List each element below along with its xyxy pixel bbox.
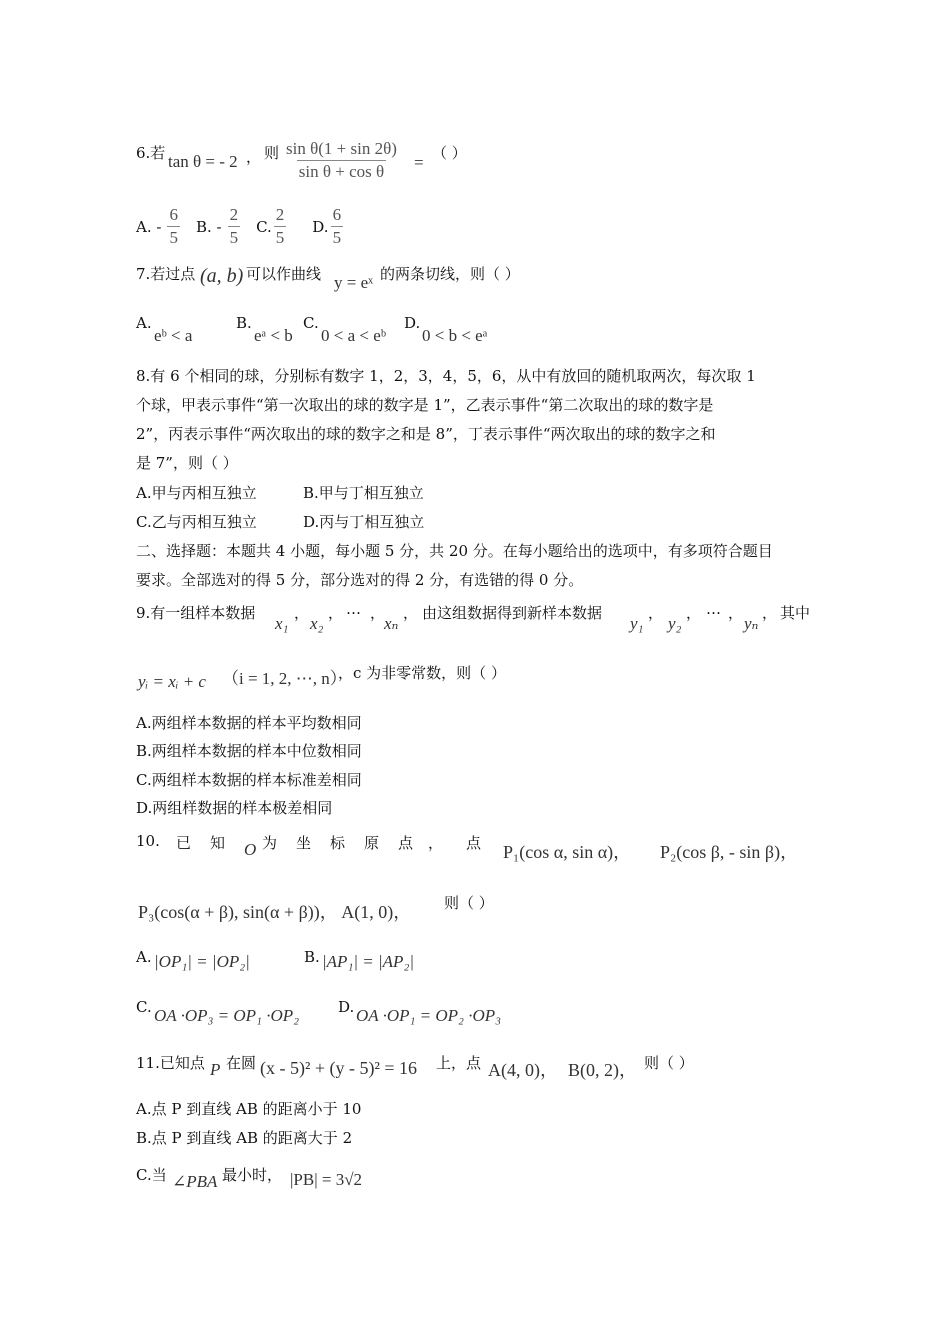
q9-comma: ， [728, 604, 744, 622]
q11-then: 则（ ） [644, 1054, 694, 1072]
q8-line-4: 是 7”，则（ ） [136, 454, 238, 472]
q11-point-a: A(4, 0)， [488, 1060, 558, 1080]
q9-x1: x₁ [275, 614, 289, 633]
q10-option-b[interactable]: B. [304, 948, 320, 966]
q8-option-c[interactable]: C.乙与丙相互独立 [136, 513, 257, 531]
q9-comma: ， [403, 604, 419, 622]
q9-formula: yᵢ = xᵢ + c [138, 672, 206, 691]
q7-option-b-expr: eᵃ < b [254, 326, 293, 345]
q10-option-d[interactable]: D. [338, 998, 355, 1016]
q10-word: 点 [466, 834, 482, 852]
q8-option-d[interactable]: D.丙与丁相互独立 [303, 513, 425, 531]
q7-option-d-expr: 0 < b < eᵃ [422, 326, 488, 345]
q10-option-c[interactable]: C. [136, 998, 152, 1016]
q6-option-b[interactable]: B. - $\frac{2}{5}$ [195, 205, 239, 247]
section-2-line-2: 要求。全部选对的得 5 分，部分选对的得 2 分，有选错的得 0 分。 [136, 571, 584, 589]
q7-option-c[interactable]: C. [303, 314, 319, 332]
q6-fraction [284, 138, 399, 183]
q10-option-b-expr: |AP₁| = |AP₂| [322, 952, 415, 971]
q7-label: 7.若过点 [136, 265, 196, 283]
q6-numerator: sin θ(1 + sin 2θ) [286, 139, 397, 158]
q10-word: 标 [330, 834, 346, 852]
q9-comma: ， [648, 604, 664, 622]
q6-option-a[interactable]: A. - $\frac{6}{5}$ [136, 205, 178, 247]
q9-x2: x₂ [310, 614, 324, 633]
q11-option-a[interactable]: A.点 P 到直线 AB 的距离小于 10 [136, 1100, 362, 1118]
q10-option-a[interactable]: A. [136, 948, 152, 966]
q6-condition: tan θ = - 2 [168, 152, 238, 171]
q6-option-d[interactable]: D. $\frac{6}{5}$ [312, 205, 342, 247]
q9-x-ellipsis: … [346, 600, 361, 618]
section-2-line-1: 二、选择题：本题共 4 小题，每小题 5 分，共 20 分。在每小题给出的选项中，有多项符合题目 [136, 542, 773, 560]
q11-circle: (x - 5)² + (y - 5)² = 16 [260, 1058, 418, 1078]
q9-option-c[interactable]: C.两组样本数据的样本标准差相同 [136, 771, 362, 789]
q6-label: 6.若 [136, 144, 166, 162]
q10-word: 坐 [296, 834, 312, 852]
q11-option-c-mid: 最小时， [222, 1166, 283, 1184]
q9-comma: ， [328, 604, 344, 622]
q10-word: 为 [262, 834, 278, 852]
q7-option-d[interactable]: D. [404, 314, 421, 332]
q6-answer-paren: （ ） [432, 144, 467, 162]
q10-line-2: P₃(cos(α + β), sin(α + β))， A(1, 0)， [138, 902, 412, 922]
q10-p1: P₁(cos α, sin α)， [503, 842, 632, 862]
q10-word: 点 [398, 834, 414, 852]
q11-option-b[interactable]: B.点 P 到直线 AB 的距离大于 2 [136, 1129, 353, 1147]
q10-origin-o: O [244, 840, 257, 859]
q10-option-c-expr: OA ·OP₃ = OP₁ ·OP₂ [154, 1006, 300, 1025]
q7-tail: 的两条切线，则（ ） [380, 265, 520, 283]
q8-option-a[interactable]: A.甲与丙相互独立 [136, 484, 257, 502]
q9-comma: ， [762, 604, 778, 622]
q6-option-c[interactable]: C. $\frac{2}{5}$ [256, 205, 285, 247]
q9-comma: ， [294, 604, 310, 622]
q6-then: 则 [264, 144, 280, 162]
q7-mid: 可以作曲线 [246, 265, 322, 283]
q10-option-d-expr: OA ·OP₁ = OP₂ ·OP₃ [356, 1006, 502, 1025]
q9-label: 9.有一组样本数据 [136, 604, 256, 622]
q9-xn: xₙ [384, 614, 399, 633]
q9-tail: 其中 [780, 604, 811, 622]
q9-option-d[interactable]: D.两组样数据的样本极差相同 [136, 799, 333, 817]
q11-mid: 在圆 [226, 1054, 257, 1072]
q8-line-1: 8.有 6 个相同的球，分别标有数字 1，2，3，4，5，6，从中有放回的随机取两次，每次取 1 [136, 367, 756, 385]
q9-comma: ， [370, 604, 386, 622]
q8-option-b[interactable]: B.甲与丁相互独立 [303, 484, 424, 502]
q8-line-2: 个球，甲表示事件“第一次取出的球的数字是 1”，乙表示事件“第二次取出的球的数字是 [136, 396, 714, 414]
q9-option-a[interactable]: A.两组样本数据的样本平均数相同 [136, 714, 362, 732]
q8-line-3: 2”，丙表示事件“两次取出的球的数字之和是 8”，丁表示事件“两次取出的球的数字之和 [136, 425, 716, 443]
q7-option-a-expr: eᵇ < a [154, 326, 193, 345]
q9-y-ellipsis: … [706, 600, 721, 618]
q6-equals: = [414, 153, 424, 172]
q10-p2: P₂(cos β, - sin β)， [660, 842, 799, 862]
q9-option-b[interactable]: B.两组样本数据的样本中位数相同 [136, 742, 362, 760]
q9-y1: y₁ [630, 614, 644, 633]
q10-then: 则（ ） [444, 894, 494, 912]
q9-y2: y₂ [668, 614, 682, 633]
q10-word: ， [428, 834, 444, 852]
q6-sep: ， [246, 148, 262, 166]
q11-p: P [210, 1060, 221, 1079]
q9-range: （i = 1, 2, ⋯, n） [222, 669, 347, 688]
q10-option-a-expr: |OP₁| = |OP₂| [154, 952, 250, 971]
q6-options [136, 204, 343, 249]
q9-comma: ， [686, 604, 702, 622]
q10-label: 10. [136, 832, 160, 850]
q7-option-b[interactable]: B. [236, 314, 252, 332]
q6-denominator: sin θ + cos θ [298, 162, 385, 181]
q9-mid: 由这组数据得到新样本数据 [422, 604, 603, 622]
q11-tail: 上，点 [436, 1054, 482, 1072]
q11-label: 11.已知点 [136, 1054, 205, 1072]
q7-option-c-expr: 0 < a < eᵇ [321, 326, 387, 345]
q10-word: 原 [364, 834, 380, 852]
q7-point: (a, b) [200, 265, 244, 287]
q10-word: 知 [210, 834, 226, 852]
q9-yn: yₙ [744, 614, 759, 633]
q11-option-c[interactable]: C.当 [136, 1166, 167, 1184]
q11-option-c-angle: ∠PBA [172, 1172, 218, 1191]
q11-point-b: B(0, 2)， [568, 1060, 637, 1080]
q10-word: 已 [176, 834, 192, 852]
q11-option-c-expr: |PB| = 3√2 [290, 1170, 363, 1189]
q9-const: ，c 为非零常数，则（ ） [338, 664, 506, 682]
q7-option-a[interactable]: A. [136, 314, 152, 332]
q7-curve: y = eˣ [334, 273, 374, 292]
